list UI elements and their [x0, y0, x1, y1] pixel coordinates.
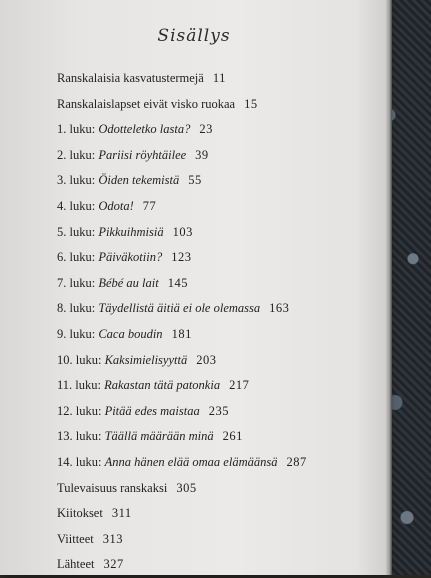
toc-entry-title: Bébé au lait — [98, 275, 159, 290]
toc-entry-prefix: 12. luku: — [57, 403, 105, 418]
toc-entry — [57, 168, 307, 194]
toc-entry-title: Kaksimielisyyttä — [104, 352, 188, 367]
toc-entry-prefix: 5. luku: — [57, 224, 99, 239]
toc-entry-page-number: 203 — [196, 352, 217, 367]
toc-entry-page-number: 235 — [208, 403, 229, 418]
toc-entry-title: Anna hänen elää omaa elämäänsä — [104, 454, 278, 469]
toc-entry — [57, 476, 307, 502]
toc-entry-prefix: Viitteet — [57, 531, 94, 546]
toc-entry — [57, 552, 307, 578]
toc-entry — [57, 220, 307, 246]
toc-entry-title: Odotteletko lasta? — [98, 122, 191, 137]
toc-entry-prefix: 14. luku: — [57, 454, 105, 469]
toc-entry-prefix: 10. luku: — [57, 352, 105, 367]
toc-entry-page-number: 145 — [167, 275, 188, 290]
toc-entry-title: Pikkuihmisiä — [98, 224, 164, 239]
toc-entry — [57, 527, 307, 553]
table-of-contents — [57, 66, 307, 578]
toc-entry — [57, 143, 307, 169]
toc-entry-prefix: 6. luku: — [57, 250, 99, 265]
toc-entry-prefix: Ranskalaislapset eivät visko ruokaa — [57, 96, 236, 111]
toc-entry-prefix: 3. luku: — [57, 173, 99, 188]
toc-entry-title: Täällä määrään minä — [104, 429, 214, 444]
toc-entry-page-number: 217 — [229, 378, 250, 393]
toc-entry-prefix: 7. luku: — [57, 275, 99, 290]
toc-entry-prefix: 11. luku: — [57, 378, 105, 393]
toc-entry-prefix: 8. luku: — [57, 301, 99, 316]
toc-entry-prefix: Tulevaisuus ranskaksi — [57, 480, 168, 495]
toc-entry-prefix: 4. luku: — [57, 198, 99, 213]
toc-entry-title: Öiden tekemistä — [98, 173, 180, 188]
toc-entry — [57, 399, 307, 425]
toc-entry-prefix: Lähteet — [57, 557, 95, 572]
toc-entry-title: Pariisi röyhtäilee — [98, 147, 187, 162]
toc-entry-page-number: 287 — [286, 454, 307, 469]
toc-entry-page-number: 311 — [111, 506, 132, 521]
toc-entry-page-number: 181 — [171, 326, 192, 341]
toc-entry — [57, 373, 307, 399]
toc-entry-title: Pitää edes maistaa — [104, 403, 200, 418]
toc-entry-page-number: 77 — [142, 198, 157, 213]
toc-entry-page-number: 11 — [212, 71, 226, 85]
toc-entry-title: Rakastan tätä patonkia — [104, 378, 221, 393]
toc-entry — [57, 194, 307, 220]
toc-entry-prefix: Ranskalaisia kasvatustermejä — [57, 71, 204, 85]
toc-entry — [57, 348, 307, 374]
toc-entry — [57, 92, 307, 118]
page-edge — [386, 0, 392, 575]
toc-entry — [57, 66, 307, 92]
toc-entry-page-number: 103 — [172, 224, 193, 239]
toc-entry-prefix: 1. luku: — [57, 122, 99, 137]
toc-entry-page-number: 39 — [195, 147, 209, 162]
toc-entry — [57, 322, 307, 348]
toc-entry-page-number: 123 — [171, 250, 192, 265]
toc-entry-page-number: 15 — [244, 96, 258, 111]
toc-entry-page-number: 305 — [176, 480, 197, 495]
toc-entry-page-number: 327 — [103, 557, 124, 572]
toc-entry-page-number: 23 — [199, 122, 213, 137]
toc-entry-page-number: 261 — [222, 429, 243, 444]
toc-entry-title: Täydellistä äitiä ei ole olemassa — [98, 301, 261, 316]
toc-entry — [57, 450, 307, 476]
toc-entry-page-number: 313 — [102, 531, 123, 546]
toc-entry-title: Caca boudin — [98, 326, 163, 341]
toc-entry-page-number: 163 — [269, 301, 290, 316]
toc-entry — [57, 117, 307, 143]
page-title: Sisällys — [157, 26, 231, 46]
toc-entry-page-number: 55 — [188, 173, 202, 188]
toc-entry — [57, 501, 307, 527]
toc-entry-prefix: 2. luku: — [57, 147, 99, 162]
toc-entry — [57, 245, 307, 271]
toc-entry-prefix: Kiitokset — [57, 506, 103, 521]
toc-entry-title: Odota! — [98, 198, 134, 213]
toc-entry-prefix: 9. luku: — [57, 326, 99, 341]
toc-entry — [57, 271, 307, 297]
toc-entry — [57, 424, 307, 450]
toc-entry-prefix: 13. luku: — [57, 429, 105, 444]
toc-entry — [57, 296, 307, 322]
toc-entry-title: Päiväkotiin? — [98, 250, 163, 265]
